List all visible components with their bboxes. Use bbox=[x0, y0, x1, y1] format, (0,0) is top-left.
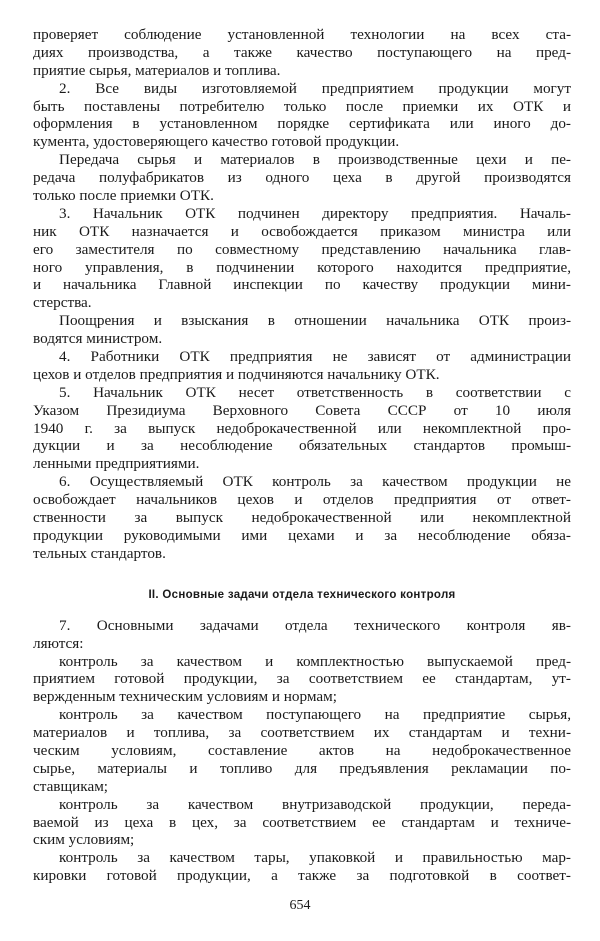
text-line: дукции и за несоблюдение обязательных стандартов промыш- bbox=[33, 437, 571, 455]
text-line: ческим условиям, составление актов на недоброкачественное bbox=[33, 741, 571, 759]
section-heading: II. Основные задачи отдела технического контроля bbox=[148, 588, 456, 601]
text-line: Передача сырья и материалов в производственные цехи и пе- bbox=[59, 151, 571, 169]
text-line: ставщикам; bbox=[33, 777, 109, 795]
text-line: материалов и топлива, за соответствием их стандартам и техни- bbox=[33, 724, 571, 742]
text-line: Указом Президиума Верховного Совета СССР от 10 июля bbox=[33, 401, 571, 419]
text-line: продукции руководимыми ими цехами и за несоблюдение обяза- bbox=[33, 526, 571, 544]
text-line: цехов и отделов предприятия и подчиняются начальнику ОТК. bbox=[33, 365, 440, 383]
text-line: ного управления, в подчинении которого находится предприятие, bbox=[33, 258, 571, 276]
text-line: стерства. bbox=[33, 294, 92, 312]
text-line: вержденным техническим условиям и нормам; bbox=[33, 688, 337, 706]
text-line: ляются: bbox=[33, 634, 84, 652]
text-line: 4. Работники ОТК предприятия не зависят от администрации bbox=[59, 348, 571, 366]
text-line: ваемой из цеха в цех, за соответствием ее стандартам и техниче- bbox=[33, 813, 571, 831]
text-line: 2. Все виды изготовляемой предприятием продукции могут bbox=[59, 79, 571, 97]
text-line: освобождает начальников цехов и отделов предприятия от ответ- bbox=[33, 491, 571, 509]
text-line: редача полуфабрикатов из одного цеха в другой производятся bbox=[33, 169, 571, 187]
text-line: и начальника Главной инспекции по качеству продукции мини- bbox=[33, 276, 571, 294]
text-line: ственности за выпуск недоброкачественной или некомплектной bbox=[33, 509, 571, 527]
text-line: контроль за качеством тары, упаковкой и правильностью мар- bbox=[59, 849, 571, 867]
section-general-provisions bbox=[33, 26, 571, 563]
text-line: водятся министром. bbox=[33, 330, 163, 348]
text-line: приятие сырья, материалов и топлива. bbox=[33, 61, 281, 79]
text-line: контроль за качеством поступающего на предприятие сырья, bbox=[59, 706, 571, 724]
text-line: кировки готовой продукции, а также за подготовкой в соответ- bbox=[33, 867, 571, 885]
text-line: 5. Начальник ОТК несет ответственность в соответствии с bbox=[59, 383, 571, 401]
text-line: сырье, материалы и топливо для предъявления рекламации по- bbox=[33, 759, 571, 777]
text-line: только после приемки ОТК. bbox=[33, 187, 214, 205]
text-line: 1940 г. за выпуск недоброкачественной или некомплектной про- bbox=[33, 419, 571, 437]
text-line: ник ОТК назначается и освобождается приказом министра или bbox=[33, 222, 571, 240]
document-page bbox=[33, 26, 571, 885]
section-main-tasks bbox=[33, 617, 571, 885]
text-line: его заместителя по совместному представлению начальника глав- bbox=[33, 240, 571, 258]
page-number: 654 bbox=[289, 898, 311, 913]
text-line: оформления в установленном порядке сертификата или иного до- bbox=[33, 115, 571, 133]
text-line: 3. Начальник ОТК подчинен директору предприятия. Началь- bbox=[59, 204, 571, 222]
text-line: 7. Основными задачами отдела технического контроля яв- bbox=[59, 616, 571, 634]
text-line: кумента, удостоверяющего качество готовой продукции. bbox=[33, 133, 400, 151]
text-line: проверяет соблюдение установленной технологии на всех ста- bbox=[33, 26, 571, 43]
text-line: ленными предприятиями. bbox=[33, 455, 200, 473]
text-line: контроль за качеством внутризаводской продукции, переда- bbox=[59, 795, 571, 813]
text-line: Поощрения и взыскания в отношении начальника ОТК произ- bbox=[59, 312, 571, 330]
text-line: быть поставлены потребителю только после приемки их ОТК и bbox=[33, 97, 571, 115]
text-line: тельных стандартов. bbox=[33, 544, 166, 562]
text-line: приятием готовой продукции, за соответствием ее стандартам, ут- bbox=[33, 670, 571, 688]
text-line: диях производства, а также качество поступающего на пред- bbox=[33, 43, 571, 61]
text-line: ским условиям; bbox=[33, 831, 135, 849]
text-line: 6. Осуществляемый ОТК контроль за качеством продукции не bbox=[59, 473, 571, 491]
text-line: контроль за качеством и комплектностью выпускаемой пред- bbox=[59, 652, 571, 670]
